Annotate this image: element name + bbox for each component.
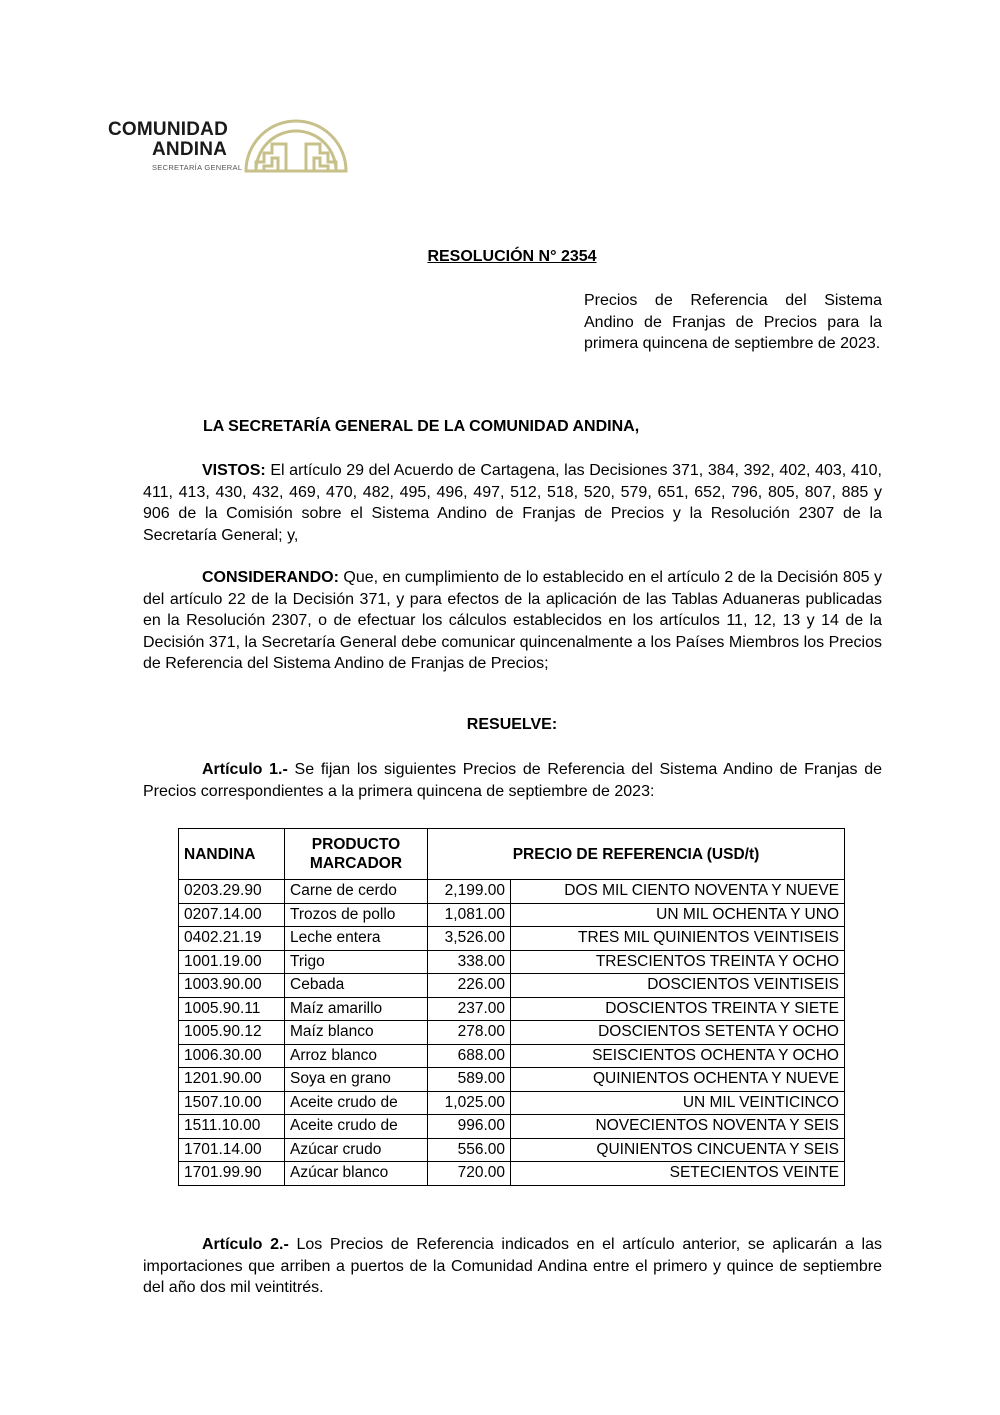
price-words-cell: DOSCIENTOS VEINTISEIS <box>511 974 845 998</box>
vistos-label: VISTOS: <box>202 462 266 479</box>
logo-subtitle: SECRETARÍA GENERAL <box>152 163 243 172</box>
comunidad-andina-logo <box>108 118 348 178</box>
price-words-cell: DOSCIENTOS TREINTA Y SIETE <box>511 997 845 1021</box>
price-cell: 3,526.00 <box>428 927 511 951</box>
table-header-row <box>179 829 845 880</box>
product-cell: Trozos de pollo <box>285 903 428 927</box>
articulo1-label: Artículo 1.- <box>202 761 288 778</box>
articulo2-label: Artículo 2.- <box>202 1236 289 1253</box>
price-cell: 996.00 <box>428 1115 511 1139</box>
header-precio: PRECIO DE REFERENCIA (USD/t) <box>428 829 845 880</box>
logo-line2: ANDINA <box>152 139 228 160</box>
issuer-heading: LA SECRETARÍA GENERAL DE LA COMUNIDAD ANDINA, <box>203 418 640 435</box>
nandina-cell: 1511.10.00 <box>179 1115 285 1139</box>
product-cell: Leche entera <box>285 927 428 951</box>
table-row <box>179 880 845 904</box>
reference-prices-table <box>178 828 845 1186</box>
price-words-cell: QUINIENTOS CINCUENTA Y SEIS <box>511 1138 845 1162</box>
table-row <box>179 1162 845 1186</box>
articulo1-text: Se fijan los siguientes Precios de Referencia del Sistema Andino de Franjas de Precios correspondientes a la primera quincena de septiembre de 2023: <box>143 761 883 800</box>
nandina-cell: 1003.90.00 <box>179 974 285 998</box>
andean-steps-icon <box>242 118 350 174</box>
product-cell: Maíz amarillo <box>285 997 428 1021</box>
price-words-cell: SEISCIENTOS OCHENTA Y OCHO <box>511 1044 845 1068</box>
nandina-cell: 1005.90.11 <box>179 997 285 1021</box>
articulo1-paragraph <box>143 759 882 802</box>
price-cell: 589.00 <box>428 1068 511 1092</box>
header-nandina: NANDINA <box>179 829 285 880</box>
table-row <box>179 903 845 927</box>
product-cell: Azúcar crudo <box>285 1138 428 1162</box>
price-words-cell: NOVECIENTOS NOVENTA Y SEIS <box>511 1115 845 1139</box>
table-row <box>179 1091 845 1115</box>
header-producto: PRODUCTO MARCADOR <box>285 829 428 880</box>
nandina-cell: 1001.19.00 <box>179 950 285 974</box>
price-cell: 278.00 <box>428 1021 511 1045</box>
price-cell: 1,081.00 <box>428 903 511 927</box>
nandina-cell: 0402.21.19 <box>179 927 285 951</box>
table-row <box>179 927 845 951</box>
product-cell: Aceite crudo de <box>285 1115 428 1139</box>
product-cell: Aceite crudo de <box>285 1091 428 1115</box>
table-row <box>179 1115 845 1139</box>
nandina-cell: 0203.29.90 <box>179 880 285 904</box>
table-row <box>179 1138 845 1162</box>
table-row <box>179 1044 845 1068</box>
nandina-cell: 1507.10.00 <box>179 1091 285 1115</box>
nandina-cell: 1701.99.90 <box>179 1162 285 1186</box>
price-words-cell: UN MIL VEINTICINCO <box>511 1091 845 1115</box>
nandina-cell: 1006.30.00 <box>179 1044 285 1068</box>
articulo2-paragraph <box>143 1234 882 1299</box>
price-cell: 338.00 <box>428 950 511 974</box>
product-cell: Carne de cerdo <box>285 880 428 904</box>
product-cell: Trigo <box>285 950 428 974</box>
nandina-cell: 0207.14.00 <box>179 903 285 927</box>
resuelve-heading: RESUELVE: <box>466 716 558 733</box>
considerando-label: CONSIDERANDO: <box>202 569 339 586</box>
product-cell: Soya en grano <box>285 1068 428 1092</box>
price-words-cell: TRES MIL QUINIENTOS VEINTISEIS <box>511 927 845 951</box>
product-cell: Maíz blanco <box>285 1021 428 1045</box>
price-words-cell: TRESCIENTOS TREINTA Y OCHO <box>511 950 845 974</box>
nandina-cell: 1701.14.00 <box>179 1138 285 1162</box>
considerando-text: Que, en cumplimiento de lo establecido en el artículo 2 de la Decisión 805 y del artículo 22 de la Decisión 371, y para efectos de la aplicación de las Tablas Aduaneras publicadas en la Resolución 2307, o de efectuar los cálculos establecidos en los artículos 11, 12, 13 y 14 de la Decisión 371, la Secretaría General debe comunicar quincenalmente a los Países Miembros los Precios de Referencia del Sistema Andino de Franjas de Precios; <box>143 569 882 672</box>
table-row <box>179 974 845 998</box>
considerando-paragraph <box>143 567 882 675</box>
table-row <box>179 1021 845 1045</box>
vistos-text: El artículo 29 del Acuerdo de Cartagena, las Decisiones 371, 384, 392, 402, 403, 410, 411, 413, 430, 432, 469, 470, 482, 495, 496, 497, 512, 518, 520, 579, 651, 652, 796, 805, 807, 885 y 906 de la Comisión sobre el Sistema Andino de Franjas de Precios y la Resolución 2307 de la Secretaría General; y, <box>143 462 882 544</box>
price-cell: 237.00 <box>428 997 511 1021</box>
logo-line1: COMUNIDAD <box>108 119 229 140</box>
product-cell: Azúcar blanco <box>285 1162 428 1186</box>
price-cell: 226.00 <box>428 974 511 998</box>
table-row <box>179 950 845 974</box>
nandina-cell: 1201.90.00 <box>179 1068 285 1092</box>
price-words-cell: DOS MIL CIENTO NOVENTA Y NUEVE <box>511 880 845 904</box>
resolution-title: RESOLUCIÓN N° 2354 <box>427 248 597 265</box>
product-cell: Arroz blanco <box>285 1044 428 1068</box>
vistos-paragraph <box>143 460 882 546</box>
product-cell: Cebada <box>285 974 428 998</box>
price-cell: 2,199.00 <box>428 880 511 904</box>
price-words-cell: QUINIENTOS OCHENTA Y NUEVE <box>511 1068 845 1092</box>
price-words-cell: SETECIENTOS VEINTE <box>511 1162 845 1186</box>
nandina-cell: 1005.90.12 <box>179 1021 285 1045</box>
table-row <box>179 1068 845 1092</box>
resolution-summary: Precios de Referencia del Sistema Andino de Franjas de Precios para la primera quincena de septiembre de 2023. <box>584 292 882 352</box>
price-cell: 556.00 <box>428 1138 511 1162</box>
price-words-cell: UN MIL OCHENTA Y UNO <box>511 903 845 927</box>
price-cell: 720.00 <box>428 1162 511 1186</box>
price-cell: 1,025.00 <box>428 1091 511 1115</box>
price-cell: 688.00 <box>428 1044 511 1068</box>
price-words-cell: DOSCIENTOS SETENTA Y OCHO <box>511 1021 845 1045</box>
table-row <box>179 997 845 1021</box>
articulo2-text: Los Precios de Referencia indicados en el artículo anterior, se aplicarán a las importaciones que arriben a puertos de la Comunidad Andina entre el primero y quince de septiembre del año dos mil veintitrés. <box>143 1236 883 1296</box>
table-body <box>179 880 845 1186</box>
